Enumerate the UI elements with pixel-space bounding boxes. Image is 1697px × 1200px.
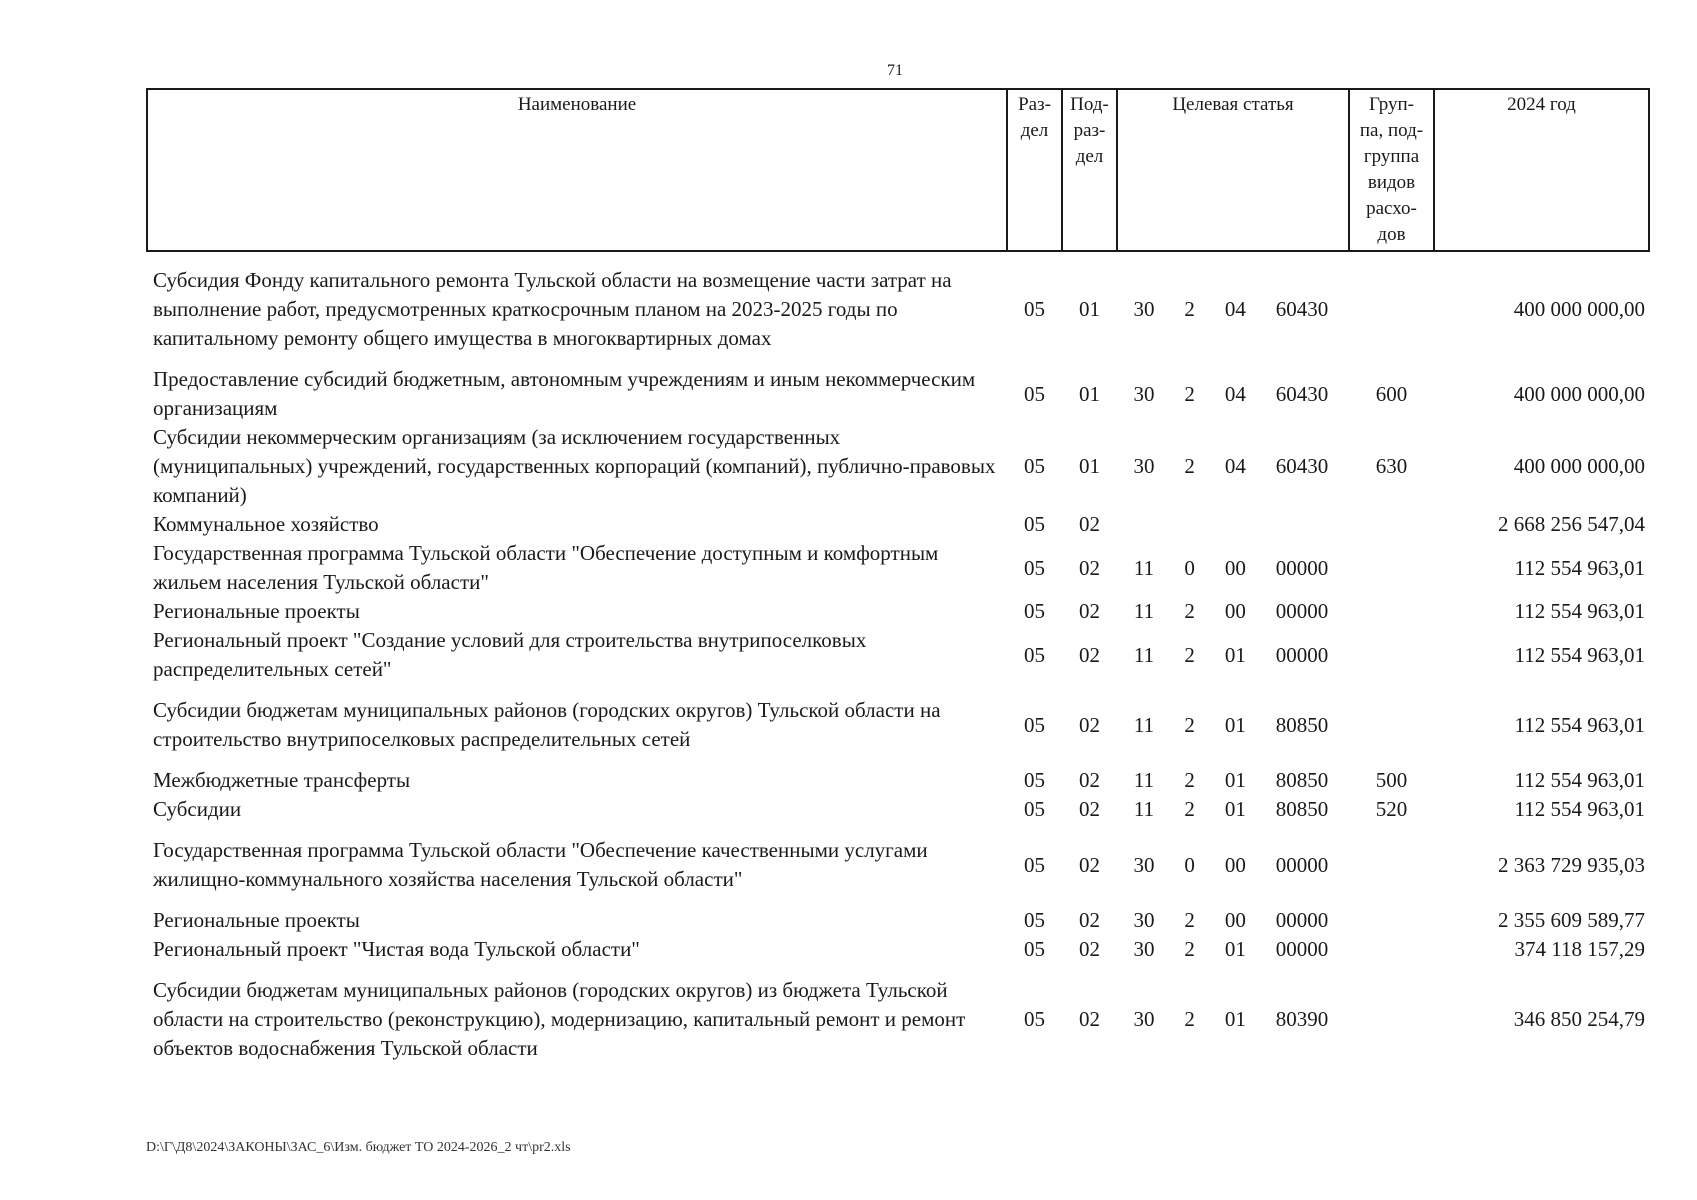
row-name: Межбюджетные трансферты — [153, 768, 411, 792]
target-article-part-2: 2 — [1184, 297, 1195, 321]
target-article-part-3: 04 — [1224, 381, 1246, 406]
row-expense-group — [1349, 935, 1434, 964]
row-amount: 112 554 963,01 — [1514, 768, 1645, 792]
row-expense-group — [1349, 510, 1434, 539]
header-target-article: Целевая статья — [1117, 89, 1349, 251]
table-row — [147, 510, 1649, 539]
row-razdel: 05 — [1024, 712, 1045, 737]
target-article-part-1: 30 — [1133, 908, 1155, 932]
target-article-part-4: 60430 — [1275, 454, 1329, 478]
row-expense-group: 600 — [1375, 381, 1408, 406]
table-row — [147, 836, 1649, 894]
table-row — [147, 423, 1649, 510]
target-article-part-2: 2 — [1184, 797, 1195, 821]
target-article-part-2: 2 — [1184, 712, 1195, 737]
row-expense-group — [1349, 976, 1434, 1063]
target-article-part-2: 2 — [1184, 454, 1195, 478]
budget-table — [146, 88, 1650, 1063]
target-article-part-3: 04 — [1224, 454, 1246, 478]
target-article-part-1: 11 — [1133, 642, 1155, 667]
target-article-part-2: 2 — [1184, 642, 1195, 667]
table-row — [147, 539, 1649, 597]
table-row — [147, 365, 1649, 423]
target-article-part-3: 01 — [1224, 937, 1246, 961]
table-row — [147, 597, 1649, 626]
table-body — [147, 251, 1649, 1063]
target-article-part-4: 60430 — [1275, 297, 1329, 321]
row-name: Предоставление субсидий бюджетным, автономным учреждениям и иным некоммерческим организациям — [153, 367, 976, 420]
row-target-article — [1117, 597, 1349, 626]
row-target-article — [1117, 696, 1349, 754]
file-path-footer: D:\Г\Д8\2024\ЗАКОНЫ\ЗАС_6\Изм. бюджет ТО 2024-2026_2 чт\pr2.xls — [146, 1140, 571, 1155]
row-razdel: 05 — [1024, 555, 1045, 580]
target-article-part-2: 2 — [1184, 599, 1195, 623]
row-razdel: 05 — [1024, 642, 1045, 667]
budget-table-container — [146, 88, 1648, 1063]
row-name: Государственная программа Тульской области "Обеспечение качественными услугами жилищно-коммунального хозяйства населения Тульской области" — [153, 838, 928, 891]
target-article-part-4: 00000 — [1275, 937, 1329, 961]
target-article-part-3: 00 — [1224, 599, 1246, 623]
row-expense-group — [1349, 266, 1434, 353]
table-header — [147, 89, 1649, 251]
target-article-part-3: 00 — [1224, 908, 1246, 932]
header-razdel: Раз- дел — [1007, 89, 1062, 251]
target-article-part-1: 30 — [1133, 381, 1155, 406]
target-article-part-4: 80850 — [1275, 768, 1329, 792]
header-expense-group: Груп- па, под- группа видов расхо- дов — [1349, 89, 1434, 251]
row-amount: 2 668 256 547,04 — [1498, 512, 1645, 536]
row-razdel: 05 — [1024, 852, 1045, 877]
table-row — [147, 266, 1649, 353]
target-article-part-1: 11 — [1133, 599, 1155, 623]
row-target-article — [1117, 266, 1349, 353]
row-name: Коммунальное хозяйство — [153, 512, 379, 536]
target-article-part-4: 00000 — [1275, 555, 1329, 580]
table-row — [147, 696, 1649, 754]
row-name: Субсидии бюджетам муниципальных районов (городских округов) из бюджета Тульской области на строительство (реконструкцию), модернизацию, капитальный ремонт и ремонт объектов водоснабжения Тульской области — [153, 978, 966, 1060]
row-amount: 346 850 254,79 — [1513, 1007, 1645, 1031]
target-article-part-3: 01 — [1224, 712, 1246, 737]
page-number: 71 — [887, 62, 903, 79]
row-podrazdel: 01 — [1079, 297, 1100, 321]
target-article-part-2: 2 — [1184, 908, 1195, 932]
row-target-article — [1117, 906, 1349, 935]
target-article-part-4: 00000 — [1275, 599, 1329, 623]
target-article-part-3: 01 — [1224, 768, 1246, 792]
row-expense-group: 500 — [1375, 768, 1408, 792]
row-razdel: 05 — [1024, 454, 1045, 478]
table-row — [147, 766, 1649, 795]
target-article-part-1: 30 — [1133, 937, 1155, 961]
row-target-article — [1117, 795, 1349, 824]
row-podrazdel: 01 — [1079, 454, 1100, 478]
row-razdel: 05 — [1024, 908, 1045, 932]
target-article-part-2: 2 — [1184, 768, 1195, 792]
target-article-part-2: 2 — [1184, 937, 1195, 961]
row-amount: 374 118 157,29 — [1514, 937, 1645, 961]
target-article-part-3: 01 — [1224, 797, 1246, 821]
target-article-part-4: 00000 — [1275, 908, 1329, 932]
row-expense-group — [1349, 539, 1434, 597]
table-row — [147, 795, 1649, 824]
row-name: Региональный проект "Создание условий для строительства внутрипоселковых распределительных сетей" — [153, 628, 867, 681]
target-article-part-1: 30 — [1133, 454, 1155, 478]
row-expense-group: 630 — [1375, 454, 1408, 478]
row-razdel: 05 — [1024, 937, 1045, 961]
target-article-part-2: 2 — [1184, 381, 1195, 406]
row-name: Региональный проект "Чистая вода Тульской области" — [153, 937, 640, 961]
target-article-part-3: 01 — [1224, 642, 1246, 667]
target-article-part-4: 80850 — [1275, 712, 1329, 737]
target-article-part-4: 60430 — [1275, 381, 1329, 406]
row-target-article — [1117, 935, 1349, 964]
target-article-part-3: 01 — [1224, 1007, 1246, 1031]
row-target-article — [1117, 423, 1349, 510]
row-razdel: 05 — [1024, 599, 1045, 623]
row-amount: 112 554 963,01 — [1514, 555, 1645, 580]
target-article-part-2: 0 — [1184, 555, 1195, 580]
header-year: 2024 год — [1434, 89, 1649, 251]
row-name: Региональные проекты — [153, 599, 360, 623]
row-amount: 2 355 609 589,77 — [1498, 908, 1645, 932]
target-article-part-1: 30 — [1133, 852, 1155, 877]
row-podrazdel: 02 — [1079, 599, 1100, 623]
row-spacer — [147, 964, 1649, 976]
table-row — [147, 906, 1649, 935]
row-expense-group — [1349, 597, 1434, 626]
target-article-part-4: 80850 — [1275, 797, 1329, 821]
row-podrazdel: 02 — [1079, 768, 1100, 792]
target-article-part-4: 00000 — [1275, 642, 1329, 667]
table-row — [147, 976, 1649, 1063]
row-name: Субсидии — [153, 797, 242, 821]
row-amount: 2 363 729 935,03 — [1498, 852, 1645, 877]
row-spacer — [147, 824, 1649, 836]
target-article-part-1: 11 — [1133, 797, 1155, 821]
target-article-part-4: 00000 — [1275, 852, 1329, 877]
row-podrazdel: 02 — [1079, 512, 1100, 536]
row-razdel: 05 — [1024, 512, 1045, 536]
target-article-part-1: 30 — [1133, 297, 1155, 321]
target-article-part-4: 80390 — [1275, 1007, 1329, 1031]
row-podrazdel: 02 — [1079, 797, 1100, 821]
row-target-article — [1117, 976, 1349, 1063]
row-podrazdel: 02 — [1079, 937, 1100, 961]
header-name: Наименование — [147, 89, 1007, 251]
row-target-article — [1117, 539, 1349, 597]
row-amount: 112 554 963,01 — [1514, 712, 1645, 737]
target-article-part-3: 00 — [1224, 852, 1246, 877]
row-amount: 112 554 963,01 — [1514, 599, 1645, 623]
target-article-part-2: 2 — [1184, 1007, 1195, 1031]
row-podrazdel: 02 — [1079, 642, 1100, 667]
row-spacer — [147, 894, 1649, 906]
row-podrazdel: 01 — [1079, 381, 1100, 406]
row-amount: 400 000 000,00 — [1513, 381, 1645, 406]
row-razdel: 05 — [1024, 1007, 1045, 1031]
row-expense-group — [1349, 626, 1434, 684]
row-target-article — [1117, 510, 1349, 539]
header-podrazdel: Под- раз- дел — [1062, 89, 1117, 251]
target-article-part-2: 0 — [1184, 852, 1195, 877]
row-expense-group — [1349, 836, 1434, 894]
row-razdel: 05 — [1024, 381, 1045, 406]
target-article-part-1: 11 — [1133, 768, 1155, 792]
row-podrazdel: 02 — [1079, 908, 1100, 932]
row-spacer — [147, 353, 1649, 365]
row-podrazdel: 02 — [1079, 1007, 1100, 1031]
row-target-article — [1117, 626, 1349, 684]
row-target-article — [1117, 836, 1349, 894]
target-article-part-3: 04 — [1224, 297, 1246, 321]
row-name: Субсидия Фонду капитального ремонта Тульской области на возмещение части затрат на выполнение работ, предусмотренных краткосрочным планом на 2023-2025 годы по капитальному ремонту общего имущества в многоквартирных домах — [153, 268, 952, 350]
row-name: Государственная программа Тульской области "Обеспечение доступным и комфортным жильем населения Тульской области" — [153, 541, 939, 594]
row-target-article — [1117, 766, 1349, 795]
target-article-part-1: 11 — [1133, 712, 1155, 737]
target-article-part-3: 00 — [1224, 555, 1246, 580]
row-amount: 112 554 963,01 — [1514, 797, 1645, 821]
row-razdel: 05 — [1024, 768, 1045, 792]
row-expense-group — [1349, 906, 1434, 935]
row-razdel: 05 — [1024, 797, 1045, 821]
row-name: Субсидии некоммерческим организациям (за исключением государственных (муниципальных) учреждений, государственных корпораций (компаний), публично-правовых компаний) — [153, 425, 996, 507]
row-podrazdel: 02 — [1079, 555, 1100, 580]
table-row — [147, 626, 1649, 684]
row-podrazdel: 02 — [1079, 852, 1100, 877]
target-article-part-1: 30 — [1133, 1007, 1155, 1031]
row-spacer — [147, 684, 1649, 696]
row-amount: 400 000 000,00 — [1513, 297, 1645, 321]
row-podrazdel: 02 — [1079, 712, 1100, 737]
row-amount: 400 000 000,00 — [1513, 454, 1645, 478]
row-razdel: 05 — [1024, 297, 1045, 321]
row-amount: 112 554 963,01 — [1514, 642, 1645, 667]
row-spacer — [147, 754, 1649, 766]
row-name: Региональные проекты — [153, 908, 360, 932]
row-expense-group — [1349, 696, 1434, 754]
row-name: Субсидии бюджетам муниципальных районов (городских округов) Тульской области на строительство внутрипоселковых распределительных сетей — [153, 698, 941, 751]
table-row — [147, 935, 1649, 964]
row-expense-group: 520 — [1375, 797, 1408, 821]
target-article-part-1: 11 — [1133, 555, 1155, 580]
row-target-article — [1117, 365, 1349, 423]
